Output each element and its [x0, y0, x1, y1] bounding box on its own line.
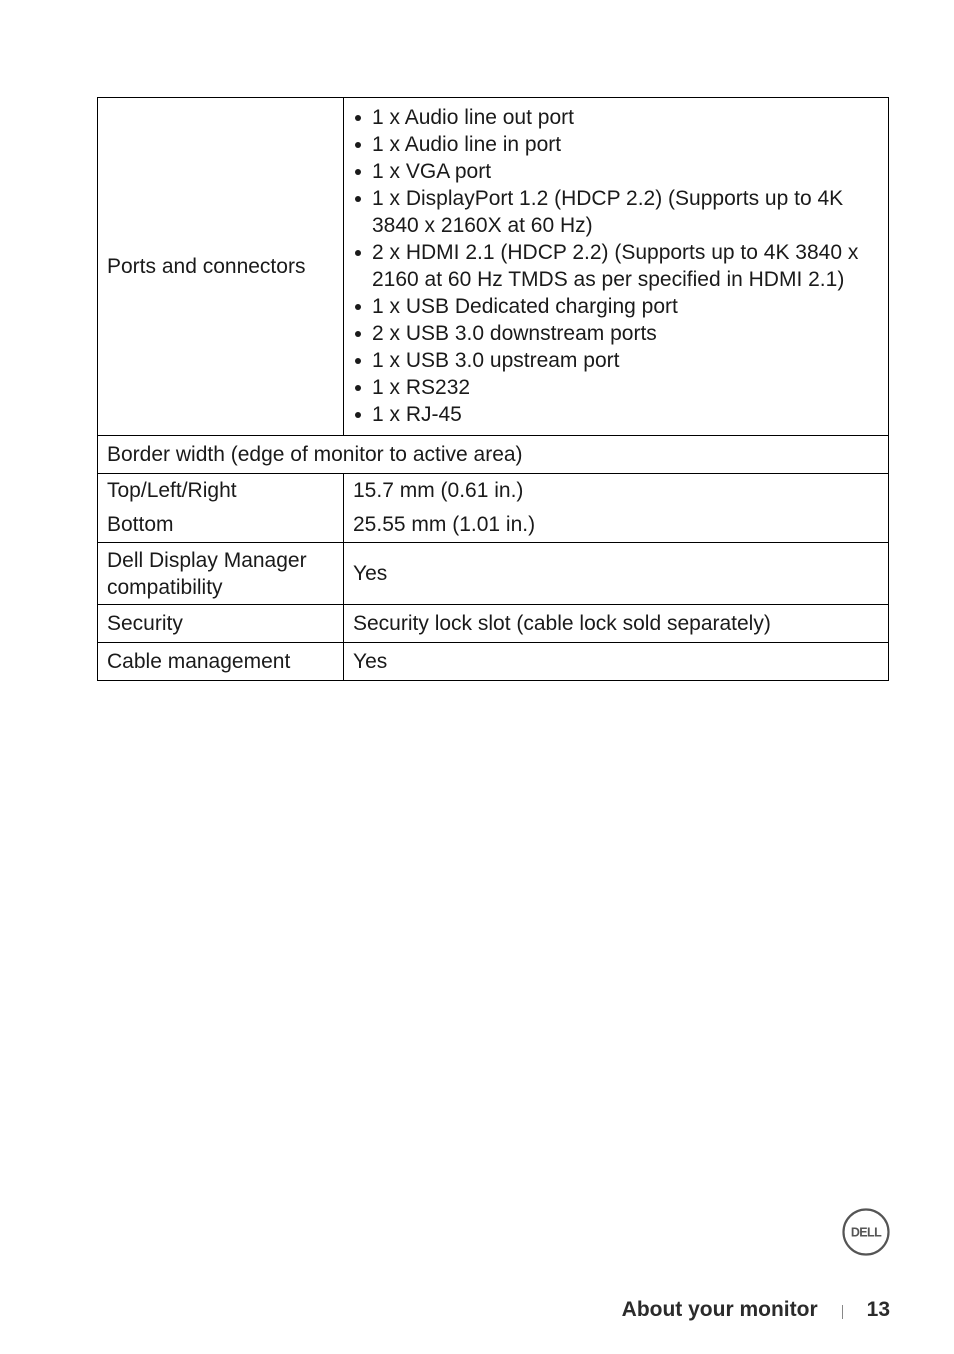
ddm-value: Yes: [344, 543, 889, 605]
border-value-top: 15.7 mm (0.61 in.): [353, 479, 524, 502]
dell-logo-text: DELL: [850, 1225, 882, 1240]
table-row-ports: [98, 98, 889, 436]
list-item: 2 x USB 3.0 downstream ports: [353, 320, 879, 347]
table-row-border-values: [98, 474, 889, 543]
table-row-cable: [98, 643, 889, 681]
list-item: 1 x RJ-45: [353, 401, 879, 428]
border-label-bottom: Bottom: [107, 513, 174, 536]
security-label: Security: [98, 605, 344, 643]
ddm-label: Dell Display Manager compatibility: [98, 543, 344, 605]
cable-value: Yes: [344, 643, 889, 681]
footer-title: About your monitor: [621, 1298, 818, 1321]
spec-table: [97, 97, 889, 681]
list-item: 1 x Audio line in port: [353, 131, 879, 158]
ports-value: [344, 98, 889, 436]
footer-divider: [842, 1305, 843, 1319]
border-value-bottom: 25.55 mm (1.01 in.): [353, 513, 536, 536]
page-footer: [622, 1298, 890, 1322]
border-values: [344, 474, 889, 543]
cable-label: Cable management: [98, 643, 344, 681]
list-item: 2 x HDMI 2.1 (HDCP 2.2) (Supports up to 4K 3840 x 2160 at 60 Hz TMDS as per specified in HDMI 2.1): [353, 239, 879, 293]
list-item: 1 x VGA port: [353, 158, 879, 185]
security-value: Security lock slot (cable lock sold separately): [344, 605, 889, 643]
dell-logo-icon: [842, 1208, 890, 1256]
table-row-security: [98, 605, 889, 643]
table-row-border-header: [98, 436, 889, 474]
border-width-header: Border width (edge of monitor to active area): [98, 436, 889, 474]
page-number: 13: [866, 1298, 890, 1321]
list-item: 1 x Audio line out port: [353, 104, 879, 131]
list-item: 1 x USB 3.0 upstream port: [353, 347, 879, 374]
ports-label: Ports and connectors: [98, 98, 344, 436]
ports-list: [353, 99, 879, 435]
list-item: 1 x USB Dedicated charging port: [353, 293, 879, 320]
list-item: 1 x DisplayPort 1.2 (HDCP 2.2) (Supports up to 4K 3840 x 2160X at 60 Hz): [353, 185, 879, 239]
border-labels: [98, 474, 344, 543]
table-row-ddm: [98, 543, 889, 605]
border-label-top: Top/Left/Right: [107, 479, 237, 502]
list-item: 1 x RS232: [353, 374, 879, 401]
